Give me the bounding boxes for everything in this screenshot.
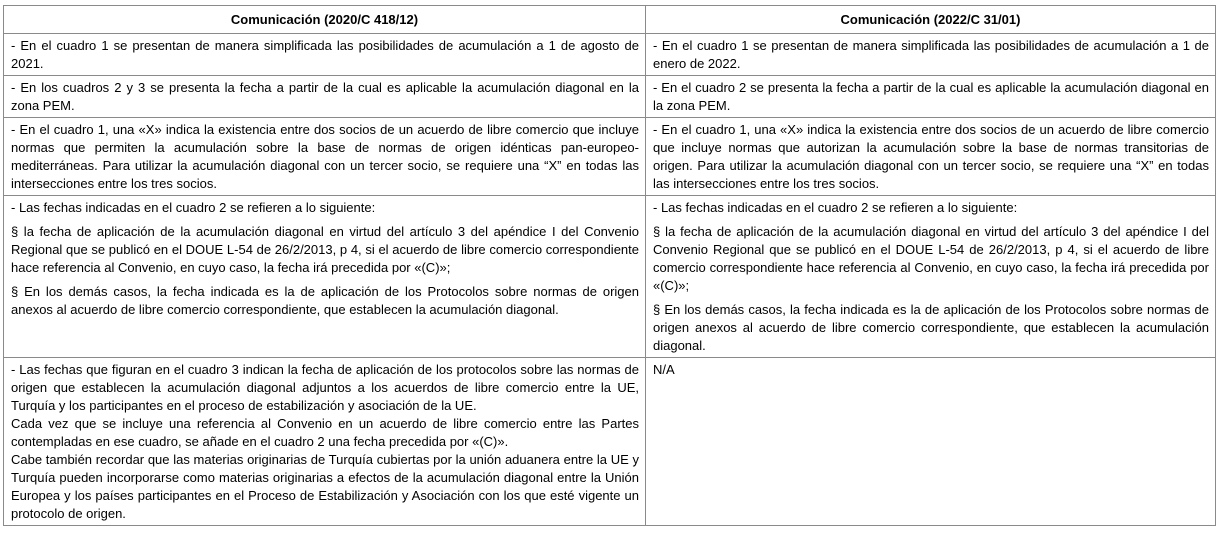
cell-right: [646, 196, 1216, 358]
header-left: Comunicación (2020/C 418/12): [4, 6, 646, 34]
cell-paragraph: - Las fechas indicadas en el cuadro 2 se refieren a lo siguiente:: [11, 200, 376, 215]
cell-paragraph: - En el cuadro 2 se presenta la fecha a partir de la cual es aplicable la acumulación diagonal en la zona PEM.: [653, 80, 1209, 113]
cell-paragraph: - Las fechas que figuran en el cuadro 3 indican la fecha de aplicación de los protocolos sobre las normas de origen que establecen la acumulación diagonal adjuntos a los acuerdos de libre comercio entre la UE, Turquía y los participantes en el proceso de estabilización y asociación de la UE.: [11, 362, 639, 413]
cell-paragraph: § En los demás casos, la fecha indicada es la de aplicación de los Protocolos sobre normas de origen anexos al acuerdo de libre comercio correspondiente, que establecen la acumulación diagonal.: [653, 302, 1209, 353]
table-row: [4, 34, 1216, 76]
cell-paragraph: - En el cuadro 1, una «X» indica la existencia entre dos socios de un acuerdo de libre comercio que incluye normas que permiten la acumulación sobre la base de normas de origen idénticas pan-europeo-mediterráneas. Para utilizar la acumulación diagonal con un tercer socio, se requiere una “X” en todas las intersecciones entre los tres socios.: [11, 122, 639, 191]
cell-paragraph: - En el cuadro 1, una «X» indica la existencia entre dos socios de un acuerdo de libre comercio que incluye normas que autorizan la acumulación sobre la base de normas transitorias de origen. Para utilizar la acumulación diagonal con un tercer socio, se requiere una “X” en todas las intersecciones entre los tres socios.: [653, 122, 1209, 191]
cell-left: [4, 118, 646, 196]
cell-paragraph: § En los demás casos, la fecha indicada es la de aplicación de los Protocolos sobre normas de origen anexos al acuerdo de libre comercio correspondiente, que establecen la acumulación diagonal.: [11, 284, 639, 317]
table-row: [4, 118, 1216, 196]
cell-paragraph: - En el cuadro 1 se presentan de manera simplificada las posibilidades de acumulación a 1 de enero de 2022.: [653, 38, 1209, 71]
header-row: [4, 6, 1216, 34]
table-row: [4, 76, 1216, 118]
cell-left: [4, 76, 646, 118]
cell-right: [646, 118, 1216, 196]
cell-paragraph: - Las fechas indicadas en el cuadro 2 se refieren a lo siguiente:: [653, 200, 1018, 215]
cell-paragraph: § la fecha de aplicación de la acumulación diagonal en virtud del artículo 3 del apéndice I del Convenio Regional que se publicó en el DOUE L-54 de 26/2/2013, p 4, si el acuerdo de libre comercio correspondiente hace referencia al Convenio, en cuyo caso, la fecha irá precedida por «(C)»;: [653, 224, 1209, 293]
cell-paragraph: - En los cuadros 2 y 3 se presenta la fecha a partir de la cual es aplicable la acumulación diagonal en la zona PEM.: [11, 80, 639, 113]
cell-paragraph: Cada vez que se incluye una referencia al Convenio en un acuerdo de libre comercio entre las Partes contempladas en ese cuadro, se añade en el cuadro 2 una fecha precedida por «(C)».: [11, 416, 639, 449]
comparison-table: [3, 5, 1216, 526]
header-right: Comunicación (2022/C 31/01): [646, 6, 1216, 34]
cell-right: [646, 34, 1216, 76]
cell-right: [646, 358, 1216, 526]
cell-paragraph: N/A: [653, 362, 675, 377]
table-row: [4, 196, 1216, 358]
cell-left: [4, 34, 646, 76]
cell-paragraph: Cabe también recordar que las materias originarias de Turquía cubiertas por la unión aduanera entre la UE y Turquía pueden incorporarse como materias originarias a efectos de la acumulación diagonal entre la Unión Europea y los países participantes en el Proceso de Estabilización y Asociación con los que esté vigente un protocolo de origen.: [11, 452, 639, 521]
cell-right: [646, 76, 1216, 118]
cell-left: [4, 196, 646, 358]
cell-left: [4, 358, 646, 526]
table-row: [4, 358, 1216, 526]
cell-paragraph: § la fecha de aplicación de la acumulación diagonal en virtud del artículo 3 del apéndice I del Convenio Regional que se publicó en el DOUE L-54 de 26/2/2013, p 4, si el acuerdo de libre comercio correspondiente hace referencia al Convenio, en cuyo caso, la fecha irá precedida por «(C)»;: [11, 224, 639, 275]
cell-paragraph: - En el cuadro 1 se presentan de manera simplificada las posibilidades de acumulación a 1 de agosto de 2021.: [11, 38, 639, 71]
